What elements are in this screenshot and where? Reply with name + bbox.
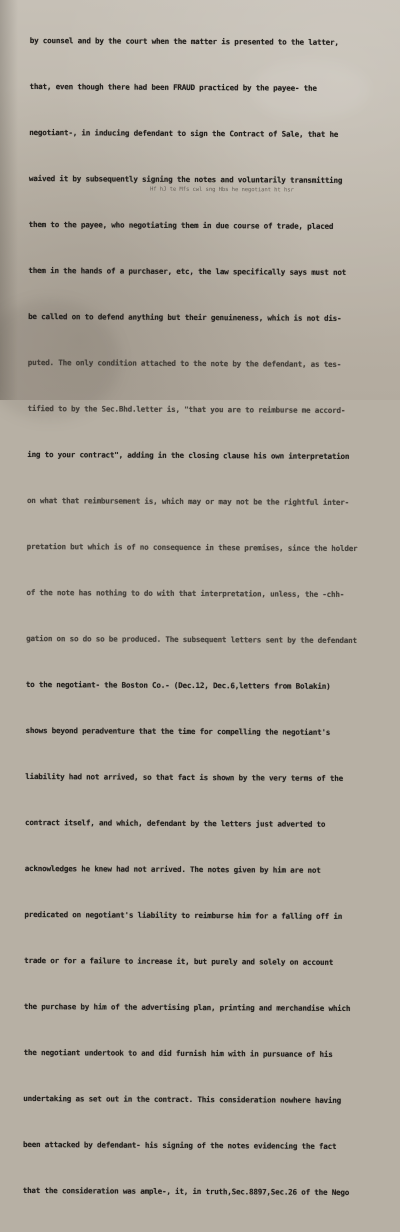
text-line: them in the hands of a purchaser, etc, the law specifically says must not <box>28 265 347 277</box>
text-line: contract itself, and which, defendant by the letters just adverted to <box>24 818 326 830</box>
text-line: negotiant-, in inducing defendant to sign the Contract of Sale, that he <box>29 127 339 139</box>
text-line: be called on to defend anything but their genuineness, which is not dis- <box>28 311 342 323</box>
text-line: liability had not arrived, so that fact is shown by the very terms of the <box>25 772 343 784</box>
text-line: gation on so do so be produced. The subsequent letters sent by the defendant <box>26 634 357 646</box>
text-line: shows beyond peradventure that the time for compelling the negotiant's <box>25 726 331 738</box>
text-line: the purchase by him of the advertising plan, printing and merchandise which <box>23 1002 351 1014</box>
text-line: that, even though there had been FRAUD practiced by the payee- the <box>29 81 317 93</box>
faint-overtyped-text: Hf hJ te Mfs cwl sng Hbs he negotiant ht hsr <box>149 186 294 194</box>
text-line: acknowledges he knew had not arrived. The notes given by him are not <box>24 864 321 876</box>
text-line: of the note has nothing to do with that interpretation, unless, the -chh- <box>26 588 345 599</box>
text-line: ing to your contract", adding in the closing clause his own interpretation <box>27 449 350 461</box>
text-line: that the consideration was ample-, it, in truth,Sec.8897,Sec.26 of the Nego <box>22 1186 350 1198</box>
text-line: trade or for a failure to increase it, but purely and solely on account <box>24 956 334 968</box>
text-line: to the negotiant- the Boston Co.- (Dec.12, Dec.6,letters from Bolakin) <box>25 680 331 691</box>
text-line: the negotiant undertook to and did furnish him with in pursuance of his <box>23 1048 333 1060</box>
text-line: on what that reimbursement is, which may or may not be the rightful inter- <box>26 495 350 507</box>
text-line: been attacked by defendant- his signing of the notes evidencing the fact <box>22 1140 337 1152</box>
text-line: pretation but which is of no consequence in these premises, since the holder <box>26 542 358 554</box>
text-line: them to the payee, who negotiating them in due course of trade, placed <box>28 219 334 231</box>
text-line: tified to by the Sec.Bhd.letter is, "that you are to reimburse me accord- <box>27 403 346 415</box>
text-line: undertaking as set out in the contract. This consideration nowhere having <box>23 1094 342 1106</box>
text-line: predicated on negotiant's liability to reimburse him for a falling off in <box>24 910 343 922</box>
text-line: by counsel and by the court when the matter is presented to the latter, <box>29 35 339 47</box>
text-line: waived it by subsequently signing the notes and voluntarily transmitting <box>28 173 343 185</box>
text-line: puted. The only condition attached to the note by the defendant, as tes- <box>27 357 342 369</box>
